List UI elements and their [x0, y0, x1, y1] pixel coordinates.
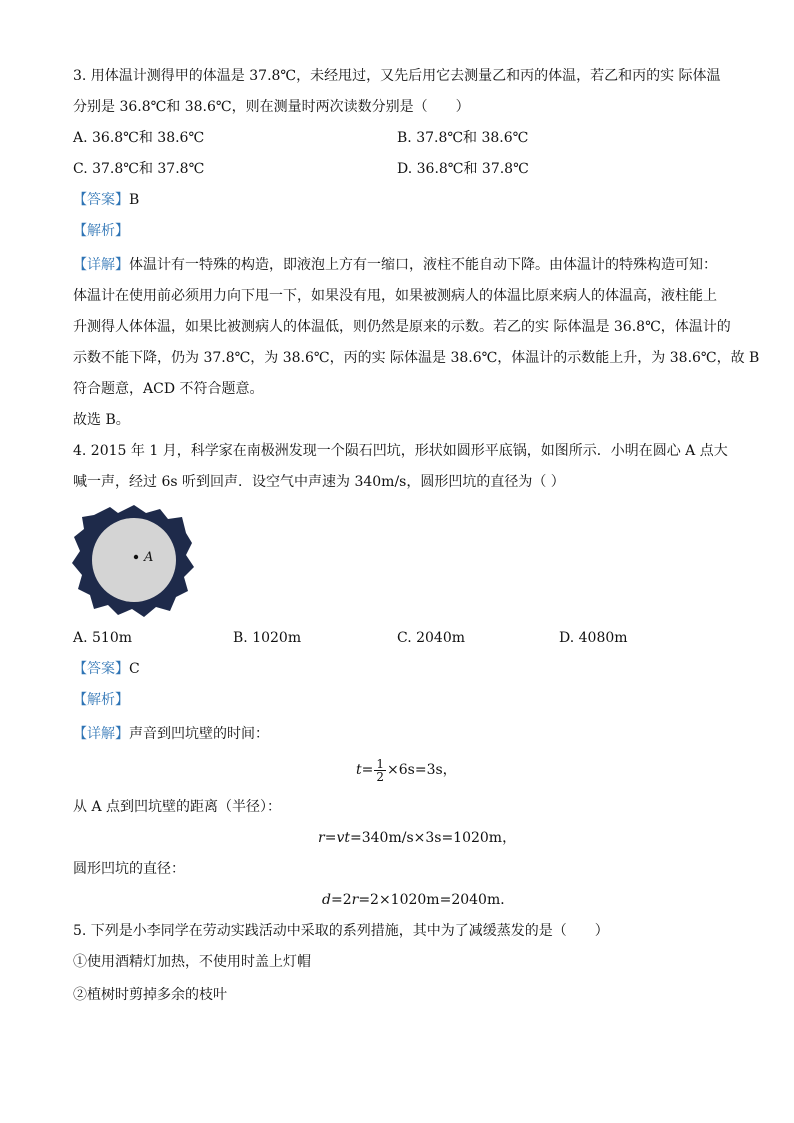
q4-option-b: B. 1020m	[233, 630, 302, 646]
q5-stem: 5. 下列是小李同学在劳动实践活动中采取的系列措施，其中为了减缓蒸发的是（ ）	[73, 923, 609, 939]
eq-var-r: r	[318, 830, 325, 846]
q4-diameter-line: 圆形凹坑的直径：	[73, 861, 185, 877]
eq-var-r2: r	[351, 892, 359, 908]
detail-tag: 【详解】	[73, 257, 129, 273]
answer-value: B	[129, 192, 140, 208]
detail-text: 体温计有一特殊的构造，即液泡上方有一缩口，液柱不能自动下降。由体温计的特殊构造可知：	[129, 257, 717, 273]
detail-tag: 【详解】	[73, 726, 129, 742]
q4-detail-line1	[73, 724, 269, 744]
q4-stem-line2: 喊一声，经过 6s 听到回声．设空气中声速为 340m/s，圆形凹坑的直径为（ ）	[73, 474, 565, 490]
fraction-denominator: 2	[376, 769, 385, 784]
q3-option-c: C. 37.8℃和 37.8℃	[73, 161, 205, 177]
answer-value: C	[129, 661, 140, 677]
eq-var-d: d	[322, 892, 331, 908]
q3-detail-line2: 体温计在使用前必须用力向下甩一下，如果没有甩，如果被测病人的体温比原来病人的体温高，液柱能上	[73, 288, 717, 304]
q4-analysis-tag	[73, 690, 129, 710]
eq-mid: =2	[330, 892, 352, 908]
eq-var-t: t	[356, 762, 362, 778]
q3-option-d: D. 36.8℃和 37.8℃	[397, 161, 529, 177]
eq-rest: =2×1020m=2040m．	[358, 892, 515, 908]
q4-option-a: A. 510m	[73, 630, 133, 646]
eq-rest: =340m/s×3s=1020m，	[350, 830, 517, 846]
center-label: A	[144, 550, 154, 565]
equation-radius	[318, 828, 516, 848]
analysis-tag: 【解析】	[73, 223, 129, 239]
center-point-a	[134, 555, 138, 559]
q3-detail-line1	[73, 255, 717, 275]
q3-detail-line3: 升测得人体体温，如果比被测病人的体温低，则仍然是原来的示数。若乙的实 际体温是 36.8℃，体温计的	[73, 319, 731, 335]
q3-option-a: A. 36.8℃和 38.6℃	[73, 130, 205, 146]
eq-var-v: v	[336, 830, 345, 846]
answer-tag: 【答案】	[73, 192, 129, 208]
q3-stem-line2: 分别是 36.8℃和 38.6℃，则在测量时两次读数分别是（ ）	[73, 99, 470, 115]
q3-option-b: B. 37.8℃和 38.6℃	[397, 130, 529, 146]
equation-diameter	[322, 890, 514, 910]
q4-option-c: C. 2040m	[397, 630, 466, 646]
q3-detail-line4: 示数不能下降，仍为 37.8℃，为 38.6℃，丙的实 际体温是 38.6℃，体温计的示数能上升，为 38.6℃，故 B	[73, 350, 760, 366]
q3-conclusion: 故选 B。	[73, 412, 130, 428]
q4-radius-line: 从 A 点到凹坑壁的距离（半径）：	[73, 799, 282, 815]
q3-analysis-tag	[73, 221, 129, 241]
answer-tag: 【答案】	[73, 661, 129, 677]
fraction-half	[374, 758, 386, 783]
crater-figure	[72, 505, 194, 617]
crater-floor	[92, 518, 176, 602]
q3-answer	[73, 190, 139, 210]
q5-item-2: ②植树时剪掉多余的枝叶	[73, 987, 227, 1003]
fraction-numerator: 1	[376, 756, 385, 771]
analysis-tag: 【解析】	[73, 692, 129, 708]
eq-rest: ×6s=3s，	[387, 762, 457, 778]
eq-equals: =	[324, 830, 337, 846]
equation-time	[356, 756, 457, 784]
eq-equals: =	[361, 762, 374, 778]
detail-text: 声音到凹坑壁的时间：	[129, 726, 269, 742]
q3-detail-line5: 符合题意，ACD 不符合题意。	[73, 381, 264, 397]
eq-var-t2: t	[344, 830, 350, 846]
q4-answer	[73, 659, 140, 679]
q3-stem-line1: 3. 用体温计测得甲的体温是 37.8℃，未经甩过，又先后用它去测量乙和丙的体温，若乙和丙的实 际体温	[73, 68, 721, 84]
q4-stem-line1: 4. 2015 年 1 月，科学家在南极洲发现一个陨石凹坑，形状如圆形平底锅，如图所示．小明在圆心 A 点大	[73, 443, 728, 459]
q4-option-d: D. 4080m	[559, 630, 628, 646]
q5-item-1: ①使用酒精灯加热，不使用时盖上灯帽	[73, 954, 311, 970]
